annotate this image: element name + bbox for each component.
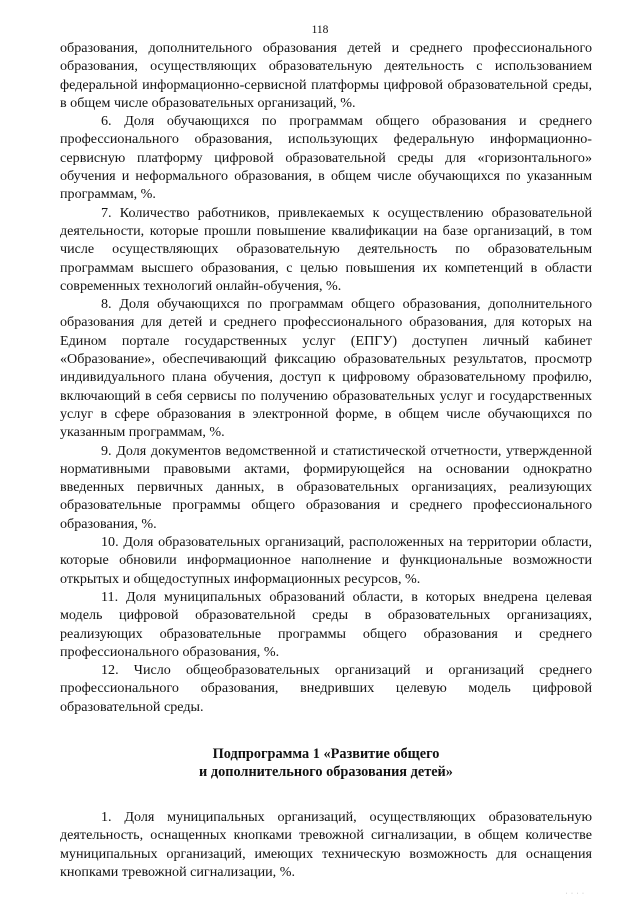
paragraph-item-9: 9. Доля документов ведомственной и статистической отчетности, утвержденной нормативными правовыми актами, формирующейся на основании однократно введенных первичных данных, в образовательных организациях, реализующих образовательные программы общего образования и среднего профессионального образования, %. <box>60 442 592 532</box>
paragraph-continuation: образования, дополнительного образования детей и среднего профессионального образования, осуществляющих образовательную деятельность с использованием федеральной информационно-сервисной платформы цифровой образовательной среды, в общем числе образовательных организаций, %. <box>60 40 592 111</box>
paragraph-item-1: 1. Доля муниципальных организаций, осуществляющих образовательную деятельность, оснащенных кнопками тревожной сигнализации, в общем количестве муниципальных организаций, имеющих техническую возможность для оснащения кнопками тревожной сигнализации, %. <box>60 808 592 880</box>
paragraph-item-7: 7. Количество работников, привлекаемых к осуществлению образовательной деятельности, которые прошли повышение квалификации на базе организаций, в том числе осуществляющих образовательную деятельность по образовательным программам высшего образования, с целью повышения их компетенций в области современных технологий онлайн-обучения, %. <box>60 204 592 294</box>
paragraph-item-6: 6. Доля обучающихся по программам общего образования и среднего профессионального образования, использующих федеральную информационно-сервисную платформу цифровой образовательной среды для «горизонтального» обучения и неформального образования, в общем числе обучающихся по указанным программам, %. <box>60 113 592 203</box>
paragraph-item-12: 12. Число общеобразовательных организаций и организаций среднего профессионального образования, внедривших целевую модель цифровой образовательной среды. <box>60 662 592 715</box>
paragraph-item-8: 8. Доля обучающихся по программам общего образования, дополнительного образования для детей и среднего профессионального образования, для которых на Едином портале государственных услуг (ЕПГУ) доступен личный кабинет «Образование», обеспечивающий фиксацию образовательных результатов, просмотр индивидуального плана обучения, доступ к цифровому образовательному профилю, включающий в себя сервисы по получению образовательных услуг и государственных услуг в сфере образования в электронной форме, в общем числе обучающихся по указанным программам, %. <box>60 296 592 441</box>
paragraph-item-10: 10. Доля образовательных организаций, расположенных на территории области, которые обновили информационное наполнение и функциональные возможности открытых и общедоступных информационных ресурсов, %. <box>60 534 592 587</box>
subprogram-heading-line-2: и дополнительного образования детей» <box>199 764 453 781</box>
paragraph-item-11: 11. Доля муниципальных образований области, в которых внедрена целевая модель цифровой образовательной среды в образовательных организациях, реализующих образовательные программы общего образования и среднего профессионального образования, %. <box>60 588 592 660</box>
subprogram-heading-line-1: Подпрограмма 1 «Развитие общего <box>212 745 440 762</box>
scan-artifact-mark: · · · · <box>565 891 585 897</box>
page-number: 118 <box>311 24 329 36</box>
subprogram-heading <box>60 745 592 782</box>
document-body <box>60 39 592 881</box>
